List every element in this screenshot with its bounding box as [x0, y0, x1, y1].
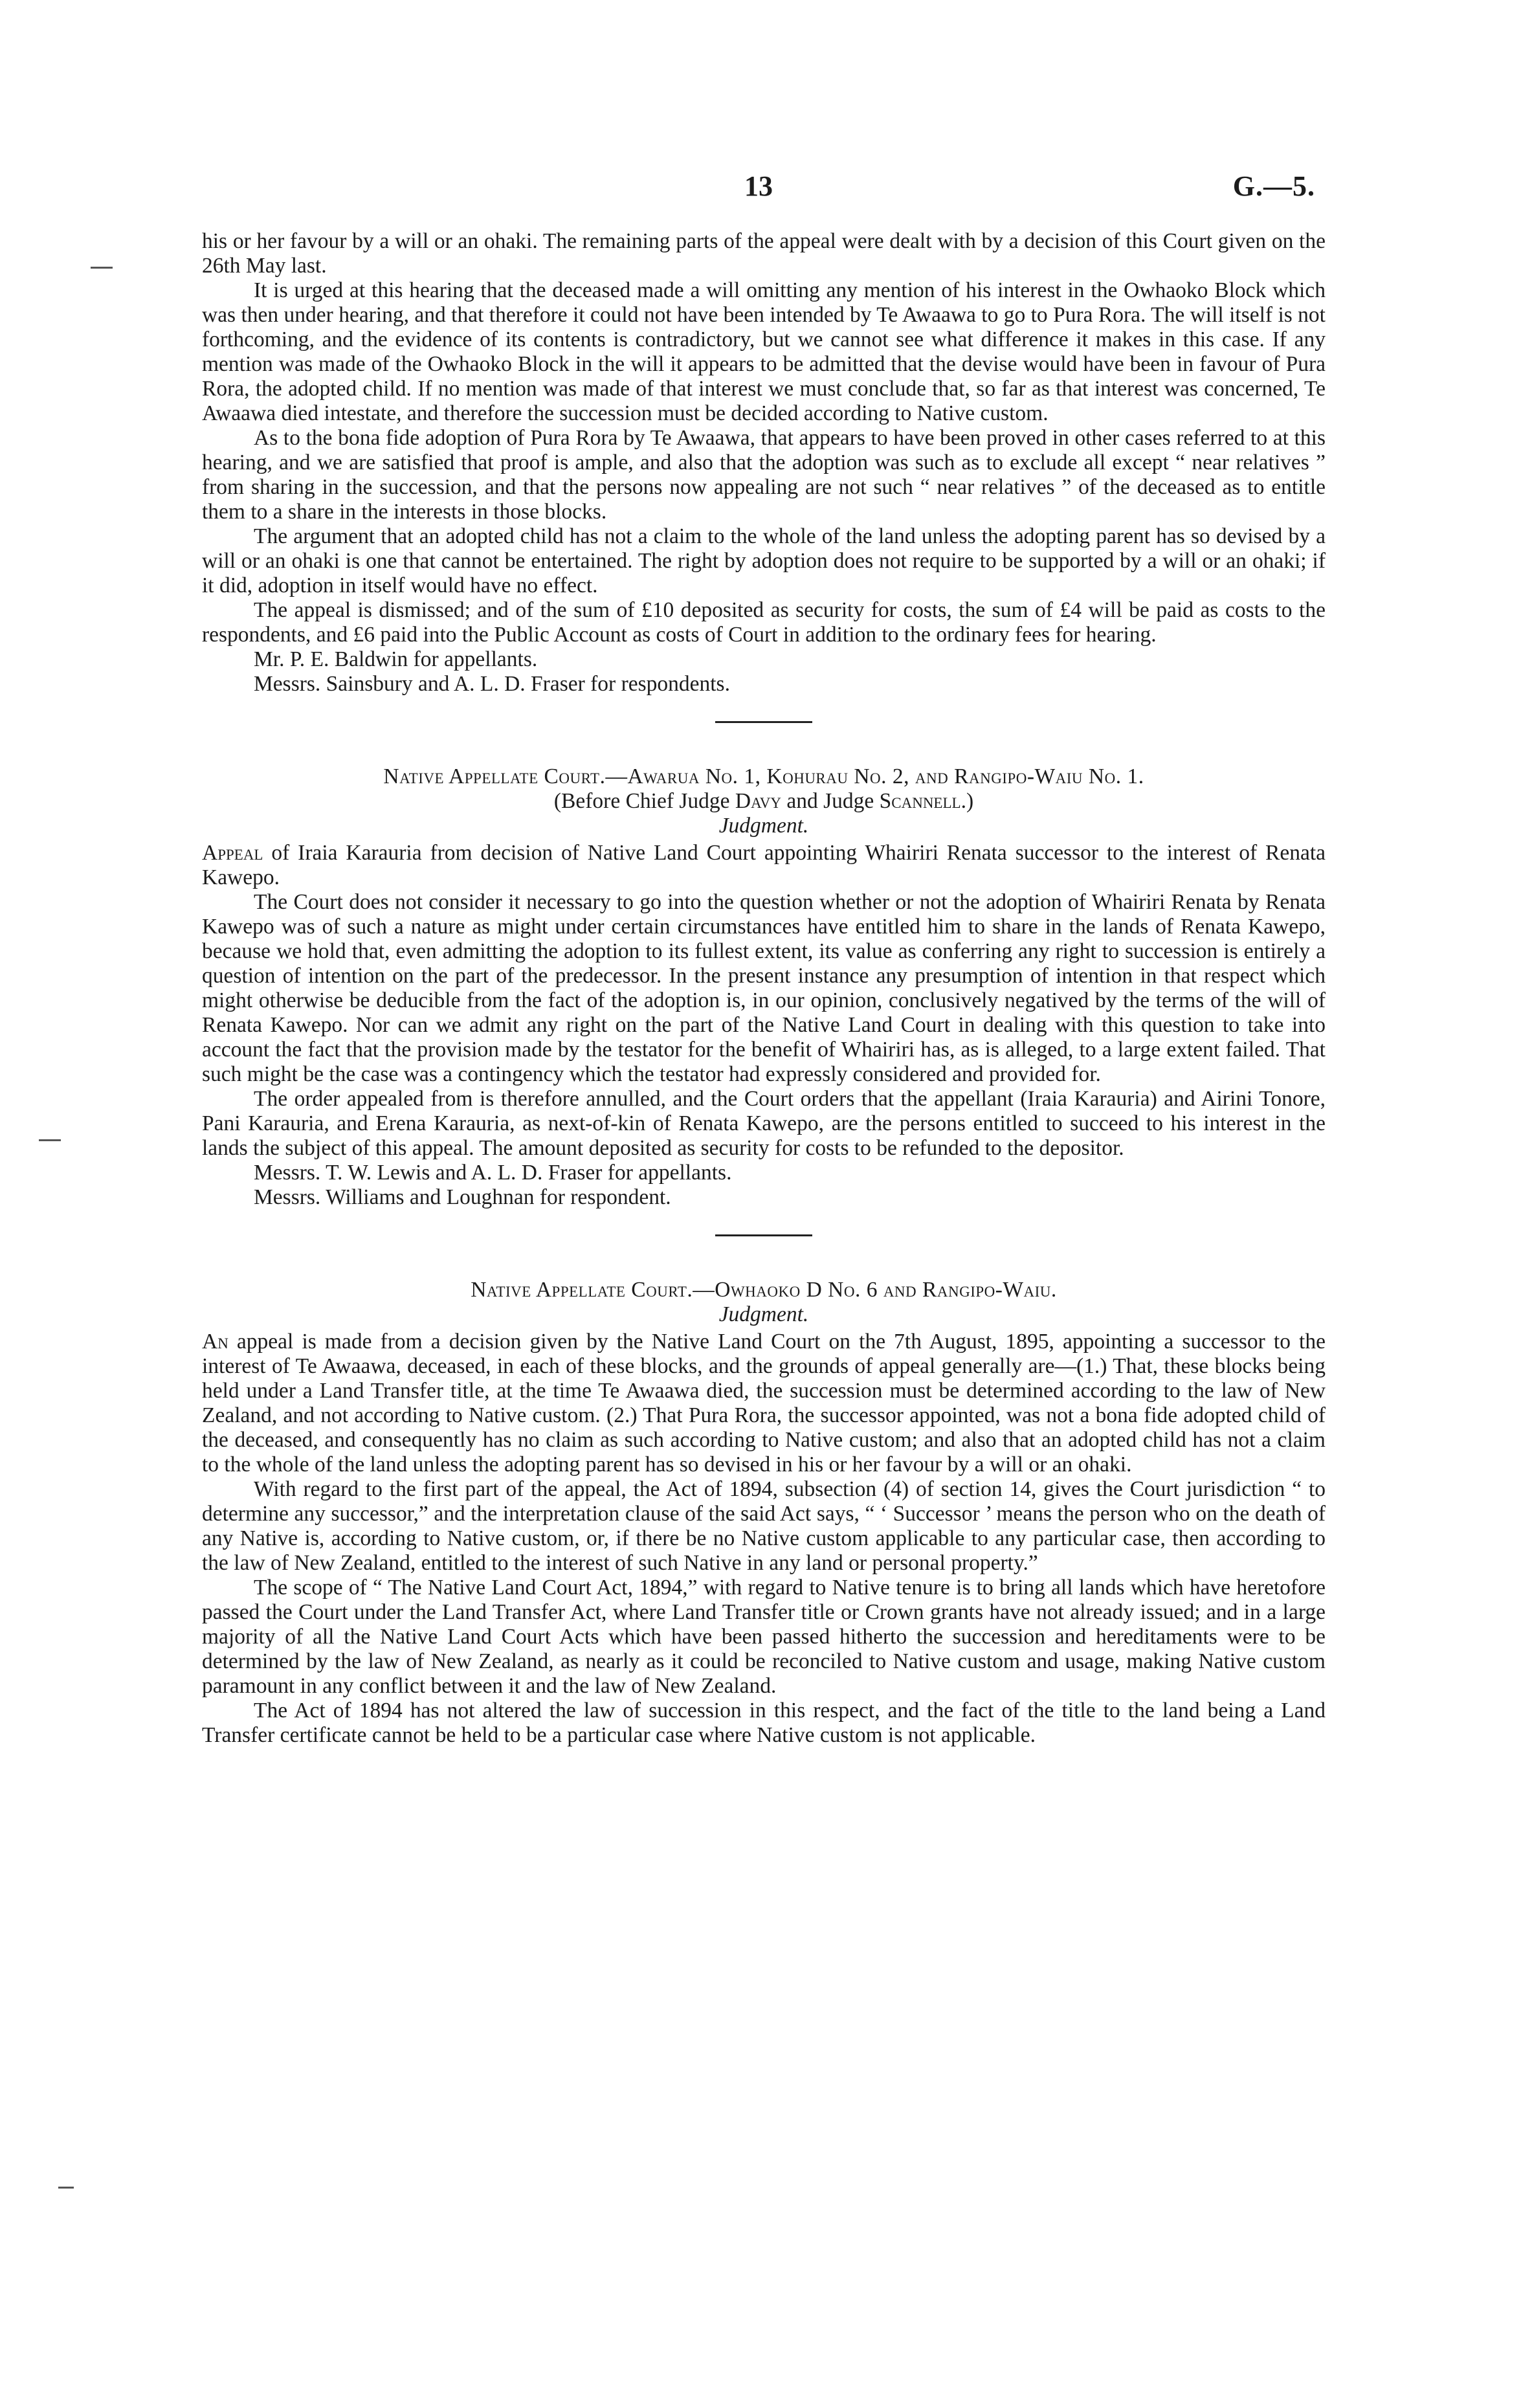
page-header [0, 170, 1521, 215]
section-title: Native Appellate Court.—Awarua No. 1, Kohurau No. 2, and Rangipo-Waiu No. 1. [383, 764, 1144, 788]
paragraph: The order appealed from is therefore annulled, and the Court orders that the appellant (Iraia Karauria) and Airini Tonore, Pani Karauria, and Erena Karauria, as next-of-kin of Renata Kawepo, are the persons entitled to succeed to his interest in the lands the subject of this appeal. The amount deposited as security for costs to be refunded to the depositor. [202, 1087, 1326, 1160]
section-owhaoko [202, 1278, 1326, 1748]
margin-mark [39, 1139, 61, 1141]
judge-name: Scannell [879, 789, 961, 813]
paragraph: his or her favour by a will or an ohaki. The remaining parts of the appeal were dealt with by a decision of this Court given on the 26th May last. [202, 229, 1326, 278]
section-awarua [202, 764, 1326, 1210]
counsel-line: Messrs. Williams and Loughnan for respondent. [254, 1185, 671, 1209]
paragraph: With regard to the first part of the appeal, the Act of 1894, subsection (4) of section 14, gives the Court jurisdiction “ to determine any successor,” and the interpretation clause of the said Act says, “ ‘ Successor ’ means the person who on the death of any Native is, according to Native custom, or, if there be no Native custom applicable to any particular case, then according to the law of New Zealand, entitled to the interest of such Native in any land or personal property.” [202, 1477, 1326, 1575]
paragraph [202, 1330, 1326, 1477]
paragraph-text: appeal is made from a decision given by the Native Land Court on the 7th August, 1895, appointing a successor to the interest of Te Awaawa, deceased, in each of these blocks, and the grounds of appeal generally are—(1.) That, these blocks being held under a Land Transfer title, at the time Te Awaawa died, the succession must be determined according to the law of New Zealand, and not according to Native custom. (2.) That Pura Rora, the successor appointed, was not a bona fide adopted child of the deceased, and consequently has no claim as such according to Native custom; and also that an adopted child has not a claim to the whole of the land unless the adopting parent has so devised in his or her favour by a will or an ohaki. [202, 1330, 1326, 1477]
section-divider [715, 1234, 812, 1236]
paragraph: As to the bona fide adoption of Pura Rora by Te Awaawa, that appears to have been proved in other cases referred to at this hearing, and we are satisfied that proof is ample, and also that the adoption was such as to exclude all except “ near relatives ” from sharing in the succession, and that the persons now appealing are not such “ near relatives ” of the deceased as to entitle them to a share in the interests in those blocks. [202, 426, 1326, 524]
subtitle-text: (Before Chief Judge [553, 789, 735, 813]
judge-name: Davy [735, 789, 781, 813]
counsel-line: Messrs. T. W. Lewis and A. L. D. Fraser for appellants. [254, 1161, 732, 1185]
paragraph-opener: An [202, 1330, 228, 1354]
subtitle-text: and Judge [781, 789, 880, 813]
paragraph: The appeal is dismissed; and of the sum of £10 deposited as security for costs, the sum of £4 will be paid as costs to the respondents, and £6 paid into the Public Account as costs of Court in addition to the ordinary fees for hearing. [202, 598, 1326, 647]
paragraph: The Act of 1894 has not altered the law of succession in this respect, and the fact of the title to the land being a Land Transfer certificate cannot be held to be a particular case where Native custom is not applicable. [202, 1699, 1326, 1747]
judgment-label: Judgment. [718, 1302, 809, 1326]
paragraph: The Court does not consider it necessary to go into the question whether or not the adoption of Whairiri Renata by Renata Kawepo was of such a nature as might under certain circumstances have entitled him to share in the lands of Renata Kawepo, because we hold that, even admitting the adoption to its fullest extent, its value as conferring any right to succession is entirely a question of intention on the part of the predecessor. In the present instance any presumption of intention in that respect which might otherwise be deducible from the fact of the adoption is, in our opinion, conclusively negatived by the terms of the will of Renata Kawepo. Nor can we admit any right on the part of the Native Land Court in dealing with this question to take into account the fact that the provision made by the testator for the benefit of Whairiri has, as is alleged, to a large extent failed. That such might be the case was a contingency which the testator had expressly considered and provided for. [202, 890, 1326, 1086]
paragraph [202, 841, 1326, 890]
paragraph: The scope of “ The Native Land Court Act, 1894,” with regard to Native tenure is to bring all lands which have heretofore passed the Court under the Land Transfer Act, where Land Transfer title or Crown grants have not already issued; and in a large majority of all the Native Land Court Acts which have been passed hitherto the succession and hereditaments were to be determined by the law of New Zealand, as nearly as it could be reconciled to Native custom and usage, making Native custom paramount in any conflict between it and the law of New Zealand. [202, 1576, 1326, 1698]
subtitle-text: .) [960, 789, 974, 813]
paragraph-opener: Appeal [202, 841, 263, 865]
section-divider [715, 721, 812, 723]
paragraph-text: of Iraia Karauria from decision of Native Land Court appointing Whairiri Renata successor to the interest of Renata Kawepo. [202, 841, 1326, 889]
margin-mark [91, 267, 113, 269]
counsel-line: Messrs. Sainsbury and A. L. D. Fraser for respondents. [254, 672, 730, 696]
judgment-label: Judgment. [718, 814, 809, 838]
counsel-line: Mr. P. E. Baldwin for appellants. [254, 647, 538, 671]
document-reference: G.—5. [1232, 170, 1315, 202]
margin-mark [58, 2187, 74, 2189]
paragraph: The argument that an adopted child has not a claim to the whole of the land unless the adopting parent has so devised by a will or an ohaki is one that cannot be entertained. The right by adoption does not require to be supported by a will or an ohaki; if it did, adoption in itself would have no effect. [202, 524, 1326, 597]
section-title: Native Appellate Court.—Owhaoko D No. 6 and Rangipo-Waiu. [471, 1278, 1057, 1302]
section-subtitle [202, 789, 1326, 814]
page-number: 13 [744, 170, 773, 202]
document-body [202, 229, 1326, 1748]
paragraph: It is urged at this hearing that the deceased made a will omitting any mention of his interest in the Owhaoko Block which was then under hearing, and that therefore it could not have been intended by Te Awaawa to go to Pura Rora. The will itself is not forthcoming, and the evidence of its contents is contradictory, but we cannot see what difference it makes in this case. If any mention was made of the Owhaoko Block in the will it appears to be admitted that the devise would have been in favour of Pura Rora, the adopted child. If no mention was made of that interest we must conclude that, so far as that interest was concerned, Te Awaawa died intestate, and therefore the succession must be decided according to Native custom. [202, 278, 1326, 425]
